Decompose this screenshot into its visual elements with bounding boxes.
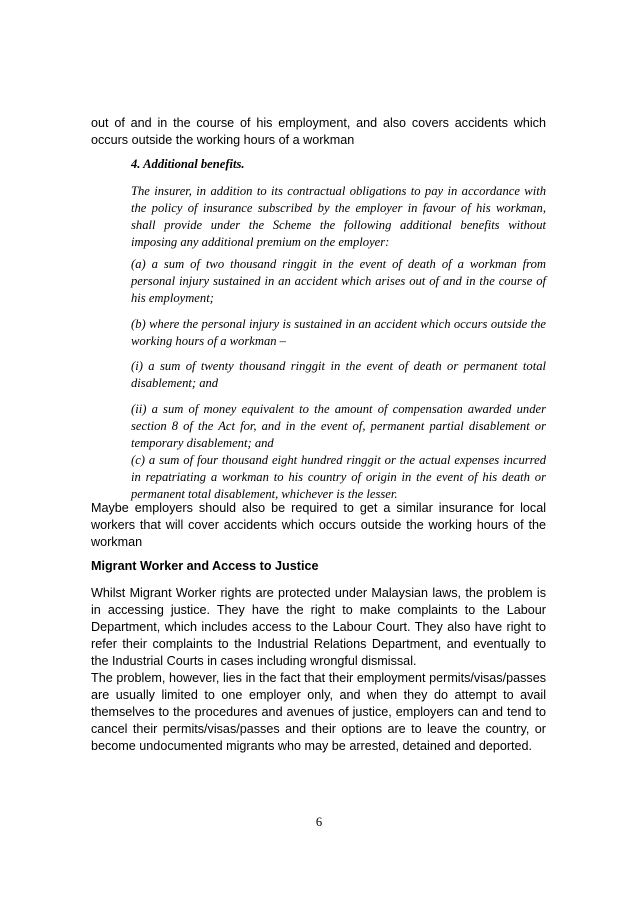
clause-ii: (ii) a sum of money equivalent to the amount of compensation awarded under section 8 of the Act for, and in the event of, permanent partial disablement or temporary disablement; and <box>131 402 546 450</box>
section-heading-additional-benefits: 4. Additional benefits. <box>131 157 245 171</box>
clause-b: (b) where the personal injury is sustained in an accident which occurs outside the working hours of a workman – <box>131 317 546 348</box>
maybe-employers-paragraph: Maybe employers should also be required to get a similar insurance for local workers that will cover accidents which occurs outside the working hours of the workman <box>91 501 546 549</box>
clause-c: (c) a sum of four thousand eight hundred ringgit or the actual expenses incurred in repatriating a workman to his country of origin in the event of his death or permanent total disablement, whichever is the lesser. <box>131 453 546 501</box>
section-heading-migrant-worker: Migrant Worker and Access to Justice <box>91 559 319 573</box>
whilst-paragraph: Whilst Migrant Worker rights are protected under Malaysian laws, the problem is in accessing justice. They have the right to make complaints to the Labour Department, which includes access to the Labour Court. They also have right to refer their complaints to the Industrial Relations Department, and eventually to the Industrial Courts in cases including wrongful dismissal. <box>91 586 546 668</box>
clause-a: (a) a sum of two thousand ringgit in the event of death of a workman from personal injury sustained in an accident which arises out of and in the course of his employment; <box>131 257 546 305</box>
problem-paragraph: The problem, however, lies in the fact that their employment permits/visas/passes are usually limited to one employer only, and when they do attempt to avail themselves to the procedures and avenues of justice, employers can and tend to cancel their permits/visas/passes and their options are to leave the country, or become undocumented migrants who may be arrested, detained and deported. <box>91 671 546 753</box>
intro-paragraph: out of and in the course of his employment, and also covers accidents which occurs outside the working hours of a workman <box>91 116 546 147</box>
insurer-paragraph: The insurer, in addition to its contractual obligations to pay in accordance with the policy of insurance subscribed by the employer in favour of his workman, shall provide under the Scheme the following additional benefits without imposing any additional premium on the employer: <box>131 184 546 249</box>
page-number: 6 <box>315 815 323 829</box>
clause-i: (i) a sum of twenty thousand ringgit in the event of death or permanent total disablement; and <box>131 359 546 390</box>
